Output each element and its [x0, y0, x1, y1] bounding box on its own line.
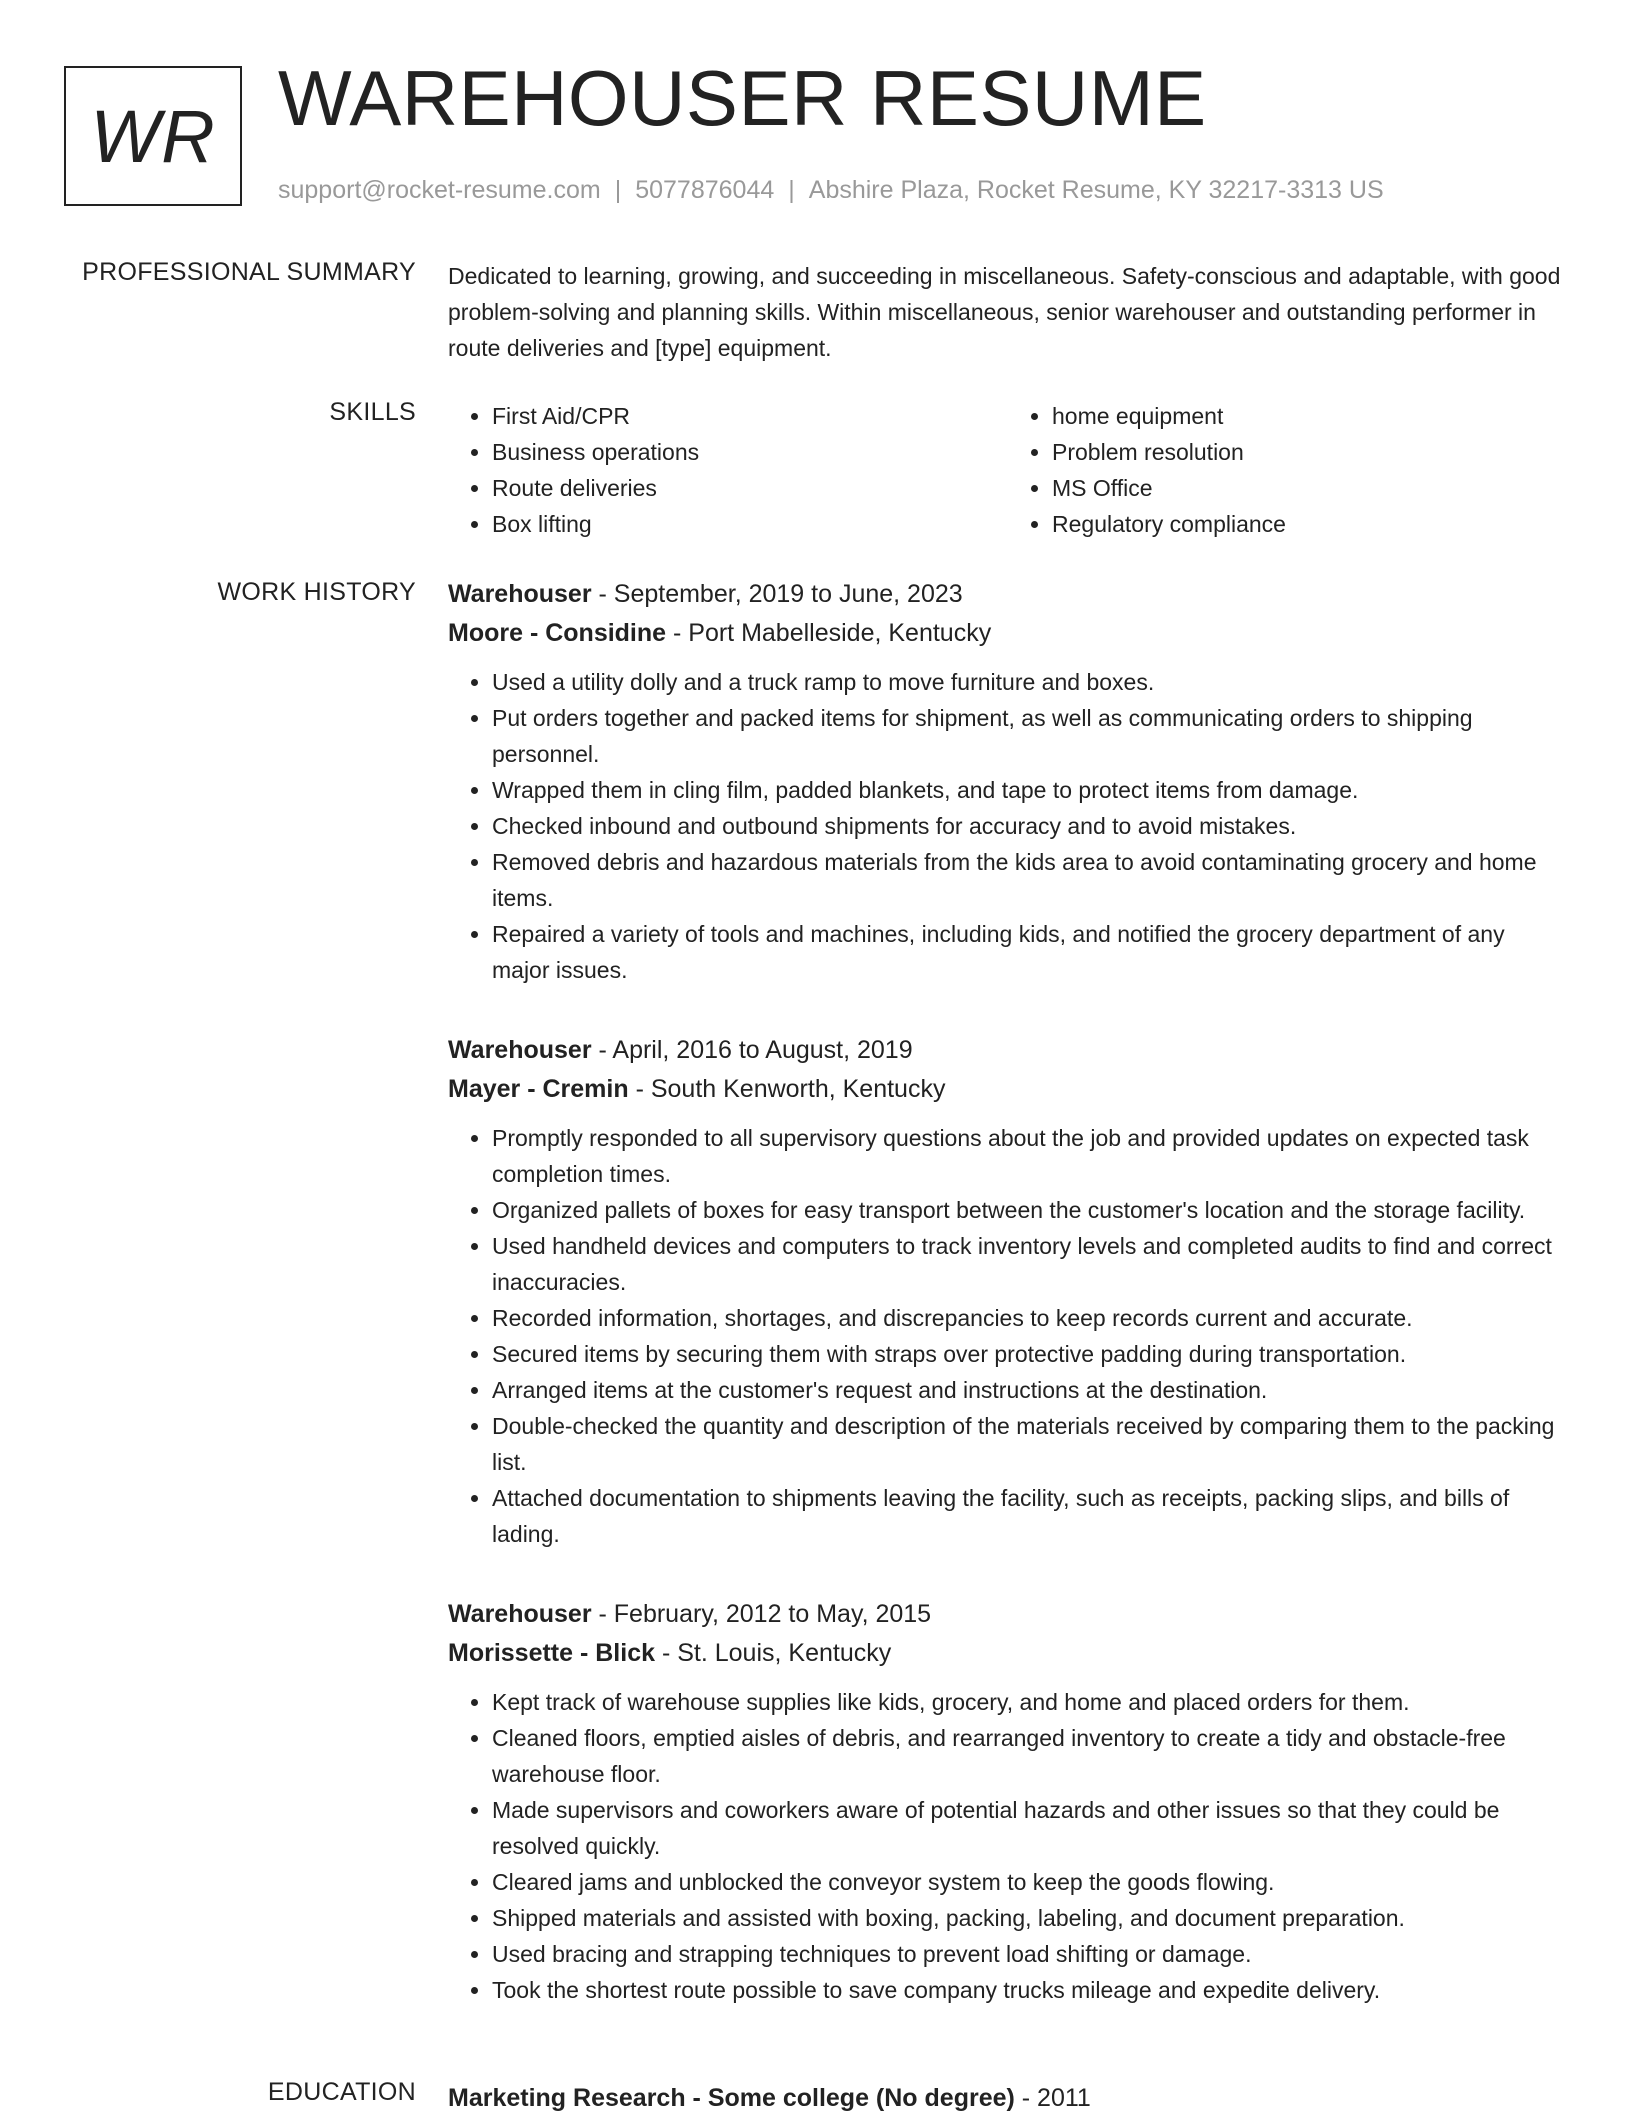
contact-email[interactable]: support@rocket-resume.com — [278, 176, 601, 204]
job-company-line — [448, 1634, 1568, 1672]
job-title: Warehouser — [448, 1600, 592, 1628]
job-title-line — [448, 574, 1568, 614]
skill-item: • Regulatory compliance — [1052, 506, 1568, 542]
skill-item: • Problem resolution — [1052, 434, 1568, 470]
job-dates: - September, 2019 to June, 2023 — [591, 580, 963, 608]
job-bullet: • Shipped materials and assisted with boxing, packing, labeling, and document preparation. — [492, 1900, 1568, 1936]
job-company-line — [448, 1070, 1568, 1108]
job-dates: - February, 2012 to May, 2015 — [591, 1600, 932, 1628]
job-company: Mayer - Cremin — [448, 1075, 629, 1103]
job-bullet: • Arranged items at the customer's request and instructions at the destination. — [492, 1372, 1568, 1408]
job-bullet: • Wrapped them in cling film, padded blankets, and tape to protect items from damage. — [492, 772, 1568, 808]
skills-columns — [448, 398, 1568, 542]
job-bullet: • Used a utility dolly and a truck ramp to move furniture and boxes. — [492, 664, 1568, 700]
job-bullet: • Made supervisors and coworkers aware of potential hazards and other issues so that they could be resolved quickly. — [492, 1792, 1568, 1864]
skill-item: • Route deliveries — [492, 470, 1008, 506]
education-year: - 2011 — [1014, 2084, 1091, 2112]
job-title: Warehouser — [448, 1036, 592, 1064]
job-bullet: • Secured items by securing them with straps over protective padding during transportation. — [492, 1336, 1568, 1372]
summary-text: Dedicated to learning, growing, and succeeding in miscellaneous. Safety-conscious and adaptable, with good problem-solving and planning skills. Within miscellaneous, senior warehouser and outstanding performer in route deliveries and [type] equipment. — [448, 263, 1561, 361]
job-title: Warehouser — [448, 580, 592, 608]
section-label-summary: PROFESSIONAL SUMMARY — [82, 258, 416, 286]
job-bullet: • Attached documentation to shipments leaving the facility, such as receipts, packing slips, and bills of lading. — [492, 1480, 1568, 1552]
skill-item: • home equipment — [1052, 398, 1568, 434]
job-bullets — [448, 1120, 1568, 1552]
job-bullets — [448, 664, 1568, 988]
job-bullet: • Checked inbound and outbound shipments for accuracy and to avoid mistakes. — [492, 808, 1568, 844]
skill-item: • First Aid/CPR — [492, 398, 1008, 434]
job-location: - Port Mabelleside, Kentucky — [666, 619, 992, 647]
job-bullets — [448, 1684, 1568, 2008]
education-line — [448, 2078, 1568, 2118]
job-bullet: • Kept track of warehouse supplies like kids, grocery, and home and placed orders for them. — [492, 1684, 1568, 1720]
contact-separator: | — [614, 176, 622, 204]
resume-title: WAREHOUSER RESUME — [278, 54, 1207, 142]
job-entry — [448, 1594, 1568, 2008]
section-label-education: EDUCATION — [267, 2078, 416, 2106]
job-bullet: • Put orders together and packed items for shipment, as well as communicating orders to shipping personnel. — [492, 700, 1568, 772]
job-bullet: • Cleaned floors, emptied aisles of debris, and rearranged inventory to create a tidy and obstacle-free warehouse floor. — [492, 1720, 1568, 1792]
job-location: - St. Louis, Kentucky — [655, 1639, 892, 1667]
skill-item: • Business operations — [492, 434, 1008, 470]
job-bullet: • Took the shortest route possible to save company trucks mileage and expedite delivery. — [492, 1972, 1568, 2008]
job-bullet: • Cleared jams and unblocked the conveyor system to keep the goods flowing. — [492, 1864, 1568, 1900]
job-title-line — [448, 1030, 1568, 1070]
contact-phone[interactable]: 5077876044 — [635, 176, 775, 204]
job-title-line — [448, 1594, 1568, 1634]
section-label-skills: SKILLS — [329, 398, 416, 426]
job-bullet: • Removed debris and hazardous materials from the kids area to avoid contaminating grocery and home items. — [492, 844, 1568, 916]
skills-list-left — [448, 398, 1008, 542]
monogram-initials: WR — [90, 94, 216, 178]
education-degree: Marketing Research - Some college (No degree) — [448, 2084, 1015, 2112]
job-bullet: • Used bracing and strapping techniques to prevent load shifting or damage. — [492, 1936, 1568, 1972]
job-entry — [448, 574, 1568, 988]
job-bullet: • Organized pallets of boxes for easy transport between the customer's location and the storage facility. — [492, 1192, 1568, 1228]
skills-list-right — [1008, 398, 1568, 542]
contact-line — [278, 176, 1384, 205]
job-bullet: • Used handheld devices and computers to track inventory levels and completed audits to find and correct inaccuracies. — [492, 1228, 1568, 1300]
job-company-line — [448, 614, 1568, 652]
job-bullet: • Promptly responded to all supervisory questions about the job and provided updates on expected task completion times. — [492, 1120, 1568, 1192]
job-dates: - April, 2016 to August, 2019 — [591, 1036, 913, 1064]
job-bullet: • Repaired a variety of tools and machines, including kids, and notified the grocery department of any major issues. — [492, 916, 1568, 988]
monogram-box — [64, 66, 242, 206]
job-company: Morissette - Blick — [448, 1639, 656, 1667]
job-company: Moore - Considine — [448, 619, 667, 647]
skill-item: • MS Office — [1052, 470, 1568, 506]
job-location: - South Kenworth, Kentucky — [628, 1075, 946, 1103]
contact-separator: | — [788, 176, 795, 204]
job-bullet: • Double-checked the quantity and description of the materials received by comparing them to the packing list. — [492, 1408, 1568, 1480]
contact-address: Abshire Plaza, Rocket Resume, KY 32217-3313 US — [808, 176, 1384, 204]
job-bullet: • Recorded information, shortages, and discrepancies to keep records current and accurate. — [492, 1300, 1568, 1336]
skill-item: • Box lifting — [492, 506, 1008, 542]
job-entry — [448, 1030, 1568, 1552]
section-label-work-history: WORK HISTORY — [217, 578, 416, 606]
